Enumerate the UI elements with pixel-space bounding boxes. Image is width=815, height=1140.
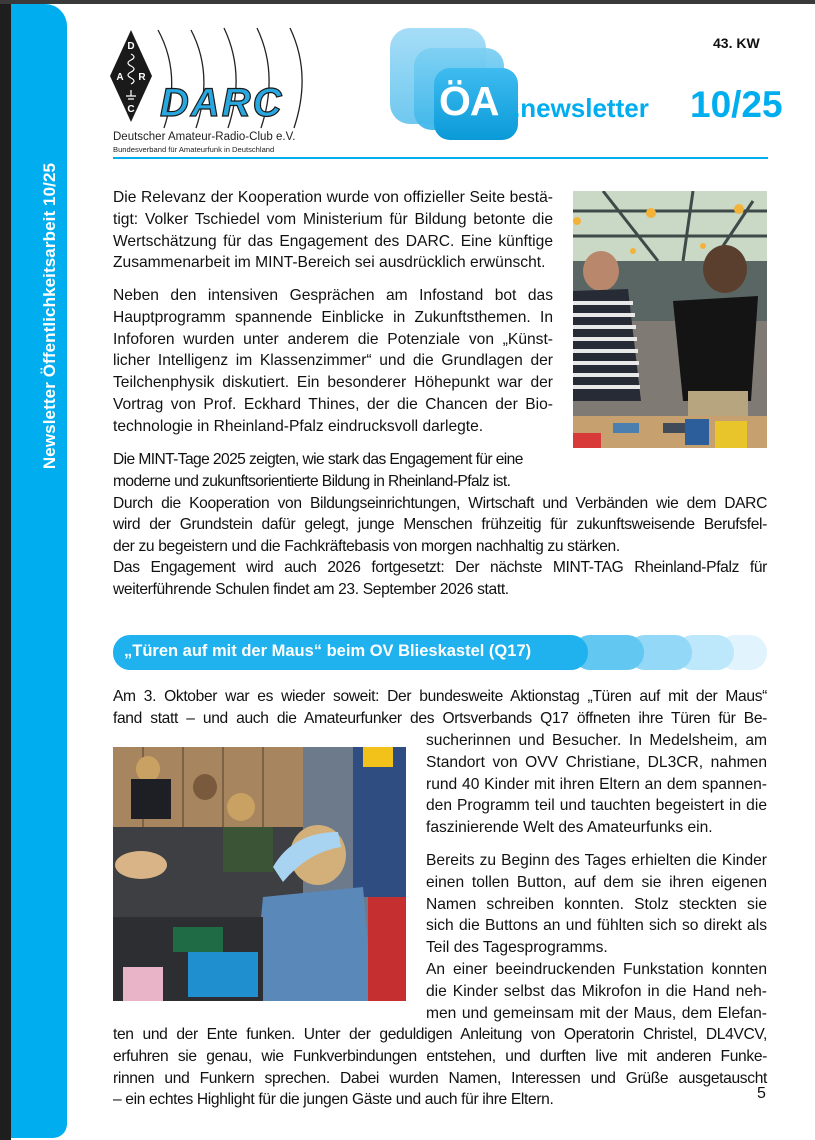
- text-line: der zu begeistern und die Fachkräftebasis von morgen nachhaltig zu stärken.: [113, 538, 620, 556]
- article1-paragraph-2: [113, 285, 553, 438]
- text-line: Das Engagement wird auch 2026 fortgesetzt: Der nächste MINT-TAG Rheinland-Pfalz für: [113, 559, 767, 576]
- article1-paragraph-1: [113, 187, 553, 274]
- text-line: Am 3. Oktober war es wieder soweit: Der bundesweite Aktionstag „Türen auf mit der Maus“: [113, 688, 767, 705]
- text-line: Standort von OVV Christiane, DL3CR, nahmen: [426, 753, 767, 771]
- text-line: Hauptprogramm spannende Einblicke in Zukunftsthemen. In: [113, 308, 553, 326]
- section-title: „Türen auf mit der Maus“ beim OV Blieskastel (Q17): [124, 642, 532, 660]
- calendar-week: 43. KW: [713, 35, 760, 51]
- org-subtitle: Bundesverband für Amateurfunk in Deutschland: [113, 145, 275, 154]
- oa-logo-text: ÖA: [439, 78, 499, 124]
- text-line: einen tollen Button, auf dem sie ihren eigenen: [426, 873, 767, 891]
- diamond-letter-r: R: [138, 72, 146, 83]
- sidebar-title: Newsletter Öffentlichkeitsarbeit 10/25: [40, 162, 59, 470]
- text-line: ten und der Ente funken. Unter der geduldigen Anleitung von Operatorin Christel, DL4VCV,: [113, 1026, 767, 1043]
- text-line: weiterführende Schulen findet am 23. September 2026 statt.: [113, 580, 509, 598]
- article2-paragraph-1-right: [426, 730, 767, 839]
- text-line: wird der Grundstein dafür gelegt, junge Menschen frühzeitig für zukunftsweisende Berufsfel-: [113, 516, 767, 534]
- text-line: den Programm teil und tauchten begeistert in die: [426, 797, 767, 815]
- text-line: Teilchenphysik diskutiert. Ein besonderer Höhepunkt war der: [113, 374, 553, 392]
- viewer-margin: [0, 4, 11, 1140]
- article2-paragraph-3-bottom: [113, 1024, 767, 1111]
- diamond-emblem-icon: [110, 30, 152, 122]
- text-line: men und gemeinsam mit der Maus, dem Elefan-: [426, 1004, 767, 1022]
- article2-paragraph-3-right: [426, 959, 767, 1024]
- text-line: technologie in Rheinland-Pfalz eindrucksvoll darlegte.: [113, 417, 484, 435]
- text-line: Die MINT-Tage 2025 zeigten, wie stark das Engagement für eine: [113, 451, 523, 468]
- photo-children-soldering: [113, 747, 406, 1001]
- newsletter-label: .newsletter: [513, 93, 649, 123]
- text-line: Bereits zu Beginn des Tages erhielten die Kinder: [426, 852, 767, 869]
- diamond-letter-d: D: [127, 41, 135, 52]
- text-line: Zusammenarbeit im MINT-Bereich sei ausdrücklich erwünscht.: [113, 254, 546, 272]
- text-line: Durch die Kooperation von Bildungseinrichtungen, Wirtschaft und Verbänden wie dem DARC: [113, 494, 767, 512]
- text-line: Teil des Tagesprogramms.: [426, 939, 608, 957]
- text-line: Die Relevanz der Kooperation wurde von offizieller Seite bestä-: [113, 189, 553, 206]
- text-line: Neben den intensiven Gesprächen am Infostand bot das: [113, 287, 553, 304]
- text-line: sich die Buttons an und fühlten sich so direkt als: [426, 917, 767, 935]
- text-line: rinnen und Funkern sprechen. Dabei wurden Namen, Interessen und Grüße ausgetauscht: [113, 1069, 767, 1087]
- sidebar-band: [11, 4, 67, 1138]
- diamond-letter-a: A: [116, 72, 124, 83]
- header-divider: [113, 157, 768, 159]
- text-line: erfuhren sie genau, wie Funkverbindungen entstehen, und durften live mit anderen Funke-: [113, 1047, 767, 1065]
- darc-wordmark: DARC: [160, 81, 284, 125]
- text-line: Infoforen wurden unter anderem die Potenziale von „Künst-: [113, 330, 553, 348]
- issue-number: 10/25: [690, 84, 783, 125]
- article2-paragraph-2: [426, 850, 767, 959]
- text-line: Namen schreiben konnten. Stolz steckten sie: [426, 895, 767, 913]
- page-number: 5: [757, 1085, 766, 1102]
- text-line: faszinierende Welt des Amateurfunks ein.: [426, 819, 713, 837]
- photo-info-stand: [573, 191, 767, 448]
- text-line: sucherinnen und Besucher. In Medelsheim, am: [426, 732, 767, 749]
- text-line: – ein echtes Highlight für die jungen Gäste und auch für ihre Eltern.: [113, 1091, 554, 1109]
- org-name: Deutscher Amateur-Radio-Club e.V.: [113, 131, 296, 143]
- article1-paragraph-4: [113, 557, 767, 601]
- diamond-letter-c: C: [127, 104, 135, 115]
- text-line: fand statt – und auch die Amateurfunker des Ortsverbands Q17 öffneten ihre Türen für Be-: [113, 709, 767, 727]
- text-line: licher Intelligenz im Klassenzimmer“ und die Grundlagen der: [113, 352, 553, 370]
- text-line: moderne und zukunftsorientierte Bildung in Rheinland-Pfalz ist.: [113, 472, 511, 490]
- article2-paragraph-1-top: [113, 686, 767, 730]
- text-line: rund 40 Kinder mit ihren Eltern an dem spannen-: [426, 775, 767, 793]
- text-line: Wertschätzung für das Engagement des DARC. Eine künftige: [113, 232, 553, 250]
- text-line: die Kinder selbst das Mikrofon in die Hand neh-: [426, 982, 767, 1000]
- article1-paragraph-3: [113, 449, 767, 558]
- text-line: An einer beeindruckenden Funkstation konnten: [426, 961, 767, 978]
- text-line: Vortrag von Prof. Eckhard Thines, der die Chancen der Bio-: [113, 395, 553, 413]
- text-line: tigt: Volker Tschiedel vom Ministerium für Bildung betonte die: [113, 210, 553, 228]
